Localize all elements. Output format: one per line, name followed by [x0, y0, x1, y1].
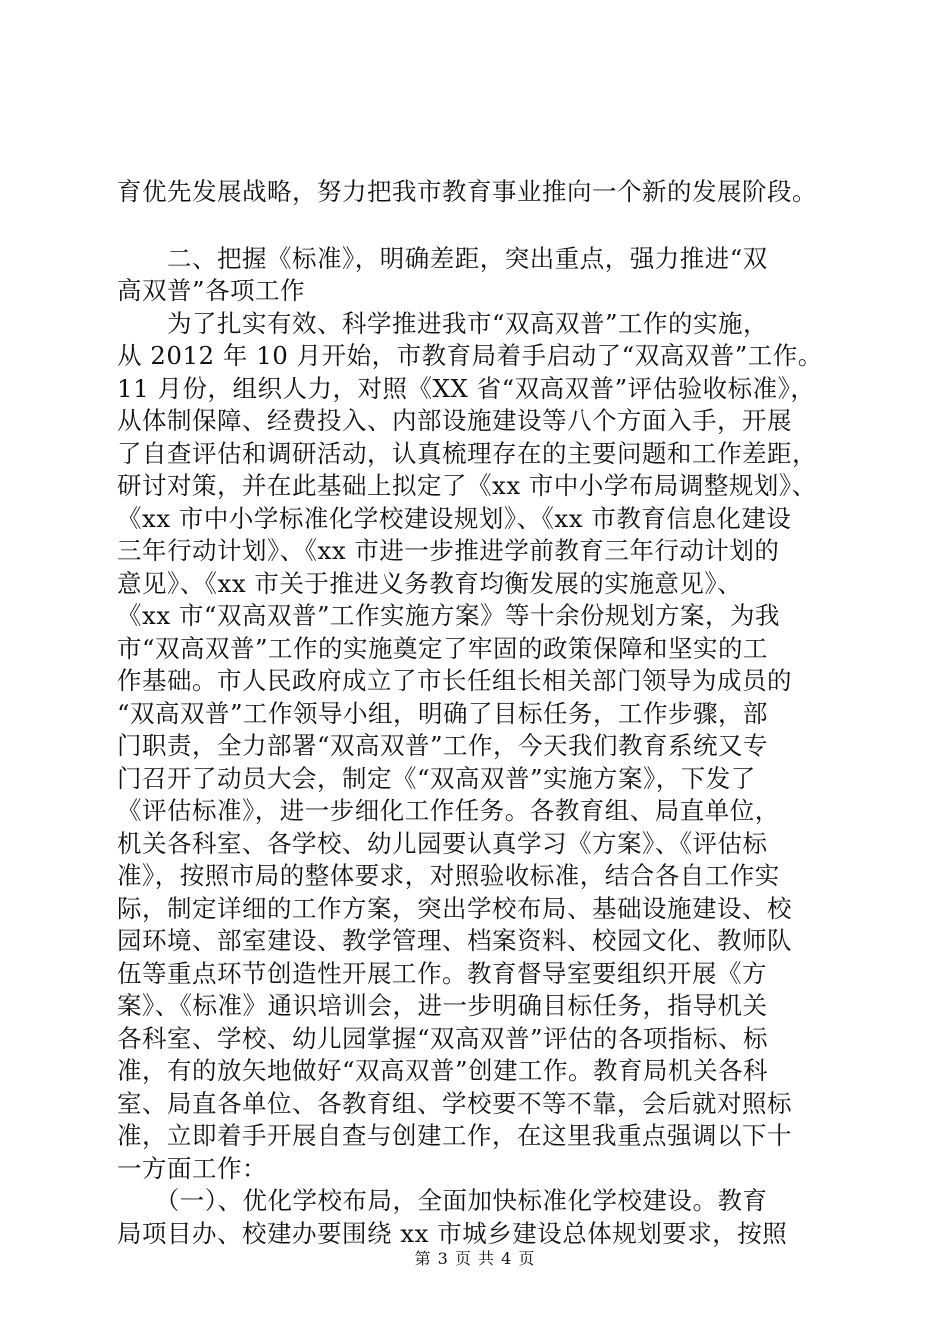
page-footer: 第 3 页 共 4 页 [414, 1249, 536, 1268]
text-line: 准》，按照市局的整体要求，对照验收标准，结合各自工作实 [117, 861, 780, 890]
text-line: 室、局直各单位、各教育组、学校要不等不靠，会后就对照标 [117, 1088, 792, 1118]
paragraph-lines [117, 243, 847, 1251]
text-line: 各科室、学校、幼儿园掌握“双高双普”评估的各项指标、标 [117, 1023, 769, 1053]
text-line: 从体制保障、经费投入、内部设施建设等八个方面入手，开展 [117, 406, 792, 435]
text-line: 一方面工作： [117, 1153, 267, 1183]
text-line: 三年行动计划》、《xx 市进一步推进学前教育三年行动计划的 [117, 536, 780, 565]
text-line: 作基础。市人民政府成立了市长任组长相关部门领导为成员的 [117, 666, 792, 695]
document-body [117, 176, 847, 1250]
text-line: 准，有的放矢地做好“双高双普”创建工作。教育局机关各科 [117, 1056, 769, 1085]
text-line: 案》、《标准》通识培训会，进一步明确目标任务，指导机关 [117, 991, 768, 1020]
text-line: （一）、优化学校布局，全面加快标准化学校建设。教育 [117, 1186, 768, 1215]
text-line: 市“双高双普”工作的实施奠定了牢固的政策保障和坚实的工 [117, 633, 769, 663]
text-line: 11 月份，组织人力，对照《XX 省“双高双普”评估验收标准》， [117, 373, 816, 403]
text-line: 机关各科室、各学校、幼儿园要认真学习《方案》、《评估标 [117, 828, 768, 858]
text-line: 了自查评估和调研活动，认真梳理存在的主要问题和工作差距， [117, 438, 817, 468]
text-line: 为了扎实有效、科学推进我市“双高双普”工作的实施， [117, 308, 769, 338]
text-line: 准，立即着手开展自查与创建工作，在这里我重点强调以下十 [117, 1121, 792, 1150]
text-line: 二、把握《标准》，明确差距，突出重点，强力推进“双 [117, 243, 768, 273]
text-line: “双高双普”工作领导小组，明确了目标任务，工作步骤，部 [117, 698, 769, 728]
text-line: 门召开了动员大会，制定《“双高双普”实施方案》，下发了 [117, 763, 756, 793]
text-line: 局项目办、校建办要围绕 xx 市城乡建设总体规划要求，按照 [117, 1218, 788, 1248]
text-line: 《评估标准》，进一步细化工作任务。各教育组、局直单位， [117, 796, 780, 825]
paragraph-gap [117, 209, 847, 243]
text-line: 从 2012 年 10 月开始，市教育局着手启动了“双高双普”工作。 [117, 341, 823, 370]
text-line: 园环境、部室建设、教学管理、档案资料、校园文化、教师队 [117, 926, 792, 955]
text-line: 伍等重点环节创造性开展工作。教育督导室要组织开展《方 [117, 958, 767, 988]
text-line: 《xx 市“双高双普”工作实施方案》等十余份规划方案，为我 [117, 601, 780, 630]
text-line: 际，制定详细的工作方案，突出学校布局、基础设施建设、校 [117, 893, 792, 923]
text-line: 门职责，全力部署“双高双普”工作，今天我们教育系统又专 [117, 731, 769, 760]
text-line: 意见》、《xx 市关于推进义务教育均衡发展的实施意见》、 [117, 568, 743, 598]
text-line: 高双普”各项工作 [117, 276, 306, 305]
text-line: 育优先发展战略，努力把我市教育事业推向一个新的发展阶段。 [117, 177, 817, 206]
text-line: 研讨对策，并在此基础上拟定了《xx 市中小学布局调整规划》、 [117, 471, 817, 500]
text-line: 《xx 市中小学标准化学校建设规划》、《xx 市教育信息化建设 [117, 503, 792, 533]
